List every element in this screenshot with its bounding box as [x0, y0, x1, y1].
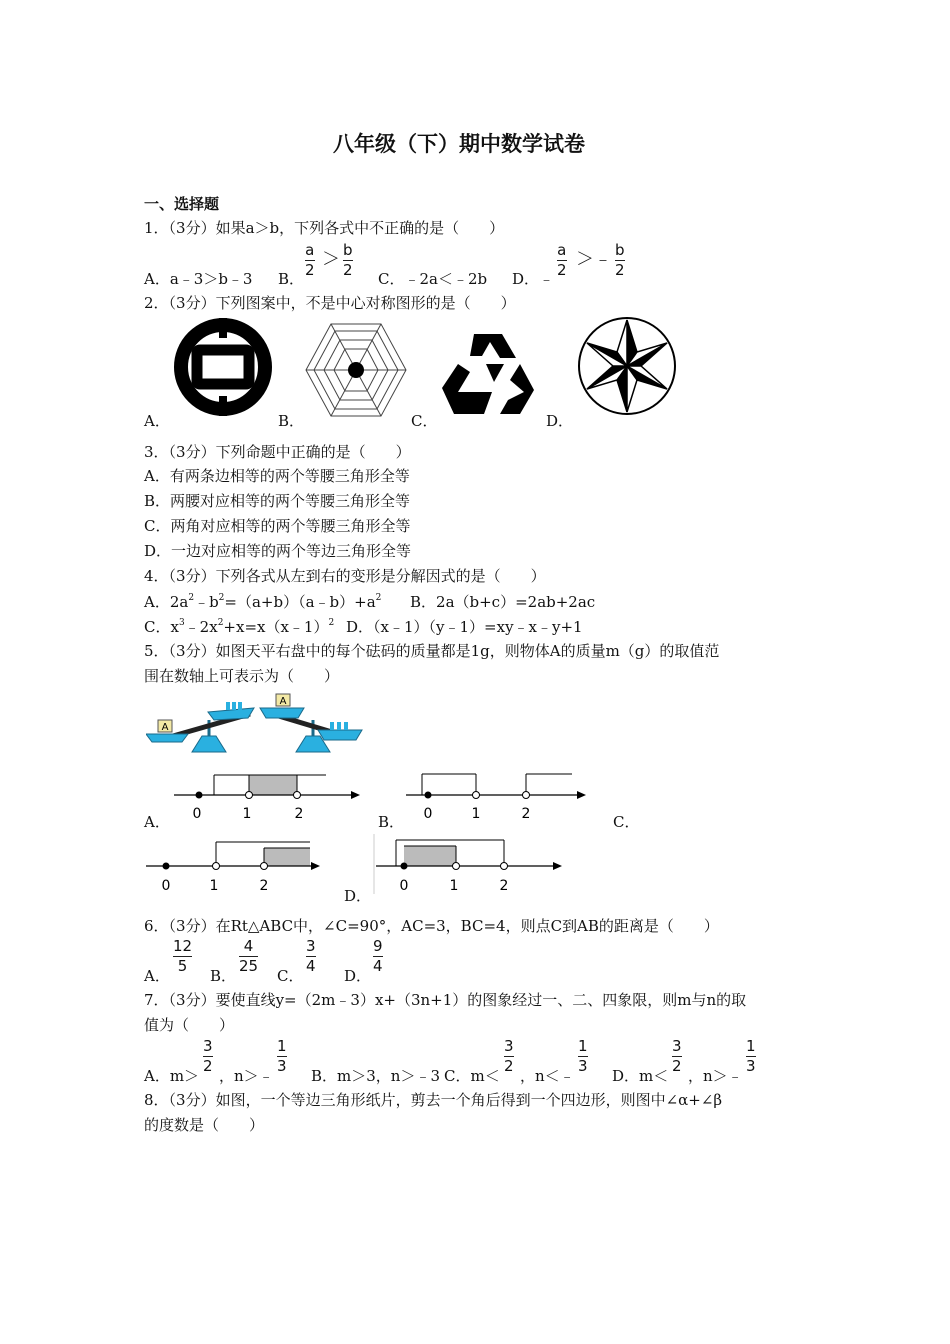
q5-number-line-d — [372, 834, 568, 896]
q6-b-fraction: 4 25 — [239, 937, 259, 975]
tick-2: 2 — [259, 878, 269, 894]
q3-option-b: B．两腰对应相等的两个等腰三角形全等 — [144, 492, 411, 510]
q5-option-d: D． — [344, 887, 372, 905]
q6-option-a: A． — [144, 967, 170, 985]
q7-a-fraction-n: 1 3 — [277, 1037, 287, 1075]
q8-stem-line2: 的度数是（ ） — [144, 1116, 265, 1134]
tick-1: 1 — [242, 806, 252, 822]
q1-stem: 1．（3分）如果a＞b，下列各式中不正确的是（ ） — [144, 219, 505, 237]
q6-stem: 6．（3分）在Rt△ABC中，∠C=90°，AC=3，BC=4，则点C到AB的距离是（ ） — [144, 917, 719, 935]
q2-option-c: C． — [411, 412, 438, 430]
q5-number-line-c — [144, 836, 324, 896]
tick-1: 1 — [209, 878, 219, 894]
q7-option-d-part1: D．m＜ — [612, 1067, 669, 1085]
page-title: 八年级（下）期中数学试卷 — [333, 132, 585, 156]
tick-0: 0 — [399, 878, 409, 894]
q5-option-b: B． — [378, 813, 405, 831]
balance-scales-figure — [146, 690, 364, 760]
q4-option-b: B．2a（b+c）=2ab+2ac — [410, 593, 596, 611]
q7-c-fraction-n: 1 3 — [578, 1037, 588, 1075]
q1-b-fraction-2: b 2 — [343, 241, 353, 279]
q7-c-fraction-m: 3 2 — [504, 1037, 514, 1075]
q6-option-b: B． — [210, 967, 237, 985]
q2-option-d: D． — [546, 412, 574, 430]
q1-option-d-label: D．﹣ — [512, 270, 555, 288]
q5-stem-line2: 围在数轴上可表示为（ ） — [144, 667, 340, 685]
q7-stem-line2: 值为（ ） — [144, 1016, 235, 1034]
q4-stem: 4．（3分）下列各式从左到右的变形是分解因式的是（ ） — [144, 567, 546, 585]
q5-stem-line1: 5．（3分）如图天平右盘中的每个砝码的质量都是1g，则物体A的质量m（g）的取值范 — [144, 642, 720, 660]
tick-2: 2 — [294, 806, 304, 822]
q3-option-d: D．一边对应相等的两个等边三角形全等 — [144, 542, 412, 560]
q7-option-d-part2: ，n＞﹣ — [688, 1067, 743, 1085]
object-a-label-right: A — [279, 696, 287, 707]
q6-option-d: D． — [344, 967, 372, 985]
coin-logo-figure — [172, 316, 274, 418]
tick-2: 2 — [499, 878, 509, 894]
q7-option-c-part1: C．m＜ — [444, 1067, 500, 1085]
q6-d-fraction: 9 4 — [373, 937, 383, 975]
q7-a-fraction-m: 3 2 — [203, 1037, 213, 1075]
q8-stem-line1: 8．（3分）如图，一个等边三角形纸片，剪去一个角后得到一个四边形，则图中∠α+∠β — [144, 1091, 723, 1109]
q1-d-fraction-1: a 2 — [557, 241, 567, 279]
q6-a-fraction: 12 5 — [173, 937, 193, 975]
tick-0: 0 — [161, 878, 171, 894]
section-heading: 一、选择题 — [144, 195, 220, 213]
q7-d-fraction-n: 1 3 — [746, 1037, 756, 1075]
tick-1: 1 — [471, 806, 481, 822]
q3-option-c: C．两角对应相等的两个等腰三角形全等 — [144, 517, 411, 535]
q1-d-operator: ＞﹣ — [576, 249, 612, 270]
q1-option-c: C．﹣2a＜﹣2b — [378, 270, 488, 288]
q5-number-line-b — [402, 766, 590, 824]
q1-b-operator: ＞ — [322, 249, 340, 270]
tick-1: 1 — [449, 878, 459, 894]
q7-option-c-part2: ，n＜﹣ — [520, 1067, 575, 1085]
star-circle-figure — [575, 314, 679, 418]
q2-option-b: B． — [278, 412, 305, 430]
q5-option-c: C． — [613, 813, 640, 831]
q4-option-d: D．（x﹣1）（y﹣1）=xy﹣x﹣y+1 — [346, 618, 583, 636]
q1-option-b-label: B． — [278, 270, 305, 288]
q2-stem: 2．（3分）下列图案中，不是中心对称图形的是（ ） — [144, 294, 516, 312]
q3-option-a: A．有两条边相等的两个等腰三角形全等 — [144, 467, 410, 485]
q7-option-a-part2: ，n＞﹣ — [219, 1067, 274, 1085]
q1-option-a: A．a﹣3＞b﹣3 — [144, 270, 253, 288]
tick-0: 0 — [423, 806, 433, 822]
q3-stem: 3．（3分）下列命题中正确的是（ ） — [144, 443, 411, 461]
q6-option-c: C． — [277, 967, 304, 985]
recycle-triangle-figure — [440, 330, 536, 418]
q4-option-a: A．$2a^2﹣b^2=(a+b)(a﹣b)+a^2$ — [144, 593, 382, 611]
object-a-label-left: A — [161, 722, 169, 733]
q7-option-b: B．m＞3，n＞﹣3 — [311, 1067, 440, 1085]
q5-option-a: A． — [144, 813, 170, 831]
q7-stem-line1: 7．（3分）要使直线y=（2m﹣3）x+（3n+1）的图象经过一、二、四象限，则m与n的取 — [144, 991, 747, 1009]
q1-b-fraction-1: a 2 — [305, 241, 315, 279]
tick-2: 2 — [521, 806, 531, 822]
q7-d-fraction-m: 3 2 — [672, 1037, 682, 1075]
tick-0: 0 — [192, 806, 202, 822]
q2-option-a: A． — [144, 412, 170, 430]
q5-number-line-a — [170, 766, 362, 824]
q1-d-fraction-2: b 2 — [615, 241, 625, 279]
q7-option-a-part1: A．m＞ — [144, 1067, 200, 1085]
q4-option-c: C．$x^3﹣2x^2+x=x(x﹣1)^2$ — [144, 618, 335, 636]
hexagon-web-figure — [303, 320, 409, 420]
q6-c-fraction: 3 4 — [306, 937, 316, 975]
